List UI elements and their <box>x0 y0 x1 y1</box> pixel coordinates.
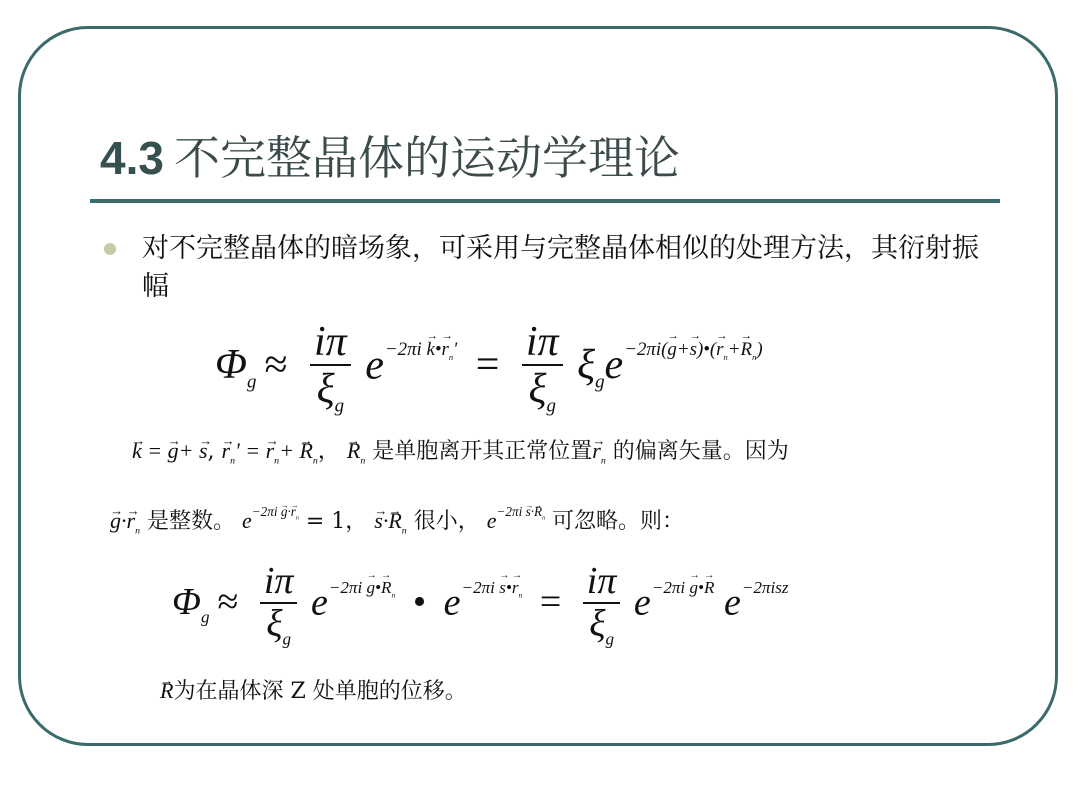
l2-text-a: 是整数。 <box>147 508 236 534</box>
definition-line-2: → $g\cdot\to r_n$ 是整数。 $e^{-2\pi i \to g\cdot\to r_n} = 1$， → $s\cdot\to R_n$ 很小， $e^{-2\pi i \to s\cdot\to R_n}$ 可忽略。则： <box>110 497 684 546</box>
title-divider <box>90 199 1000 203</box>
title-number: 4.3 <box>100 132 164 184</box>
bullet-dot <box>104 243 116 255</box>
l3-text: 为在晶体深 Z 处单胞的位移。 <box>173 679 467 704</box>
definition-line-1: → k = → g+ → s, → $r_n'$ = → $r_n+ \to R_n$， → $R_n$ 是单胞离开其正常位置→ $r_n$ 的偏离矢量。因为 <box>132 436 789 476</box>
l2-text-c: 可忽略。则： <box>552 508 685 534</box>
l1-text-b: 的偏离矢量。因为 <box>612 439 789 464</box>
title-text: 不完整晶体的运动学理论 <box>173 131 680 185</box>
definition-line-3: → R为在晶体深 Z 处单胞的位移。 <box>160 676 467 707</box>
bullet-text: 对不完整晶体的暗场象，可采用与完整晶体相似的处理方法，其衍射振幅 <box>142 233 979 302</box>
equation-amplitude: $\Phi_g$ ≈ $\frac{i\pi}{\xi_g}$ $e^{-2\pi i \to k•\to r_n'}$ = $\frac{i\pi}{\xi_g}$ $\xi_ge^{-2\pi i(\to g+\to s)•(\to r_n+\to R_n)}$ <box>215 320 763 417</box>
l2-text-b: 很小， <box>413 508 480 534</box>
equation-amplitude-simplified: $\Phi_g$ ≈ $\frac{i\pi}{\xi_g}$ $e^{-2\pi i \to g•\to R_n}$ • $e^{-2\pi i \to s•\to r_n}$ = $\frac{i\pi}{\xi_g}$ $e^{-2\pi i \to g•\to R}$ $e^{-2\pi isz}$ <box>172 562 789 649</box>
l1-text-a: 是单胞离开其正常位置 <box>372 439 593 464</box>
slide-title <box>100 128 680 188</box>
